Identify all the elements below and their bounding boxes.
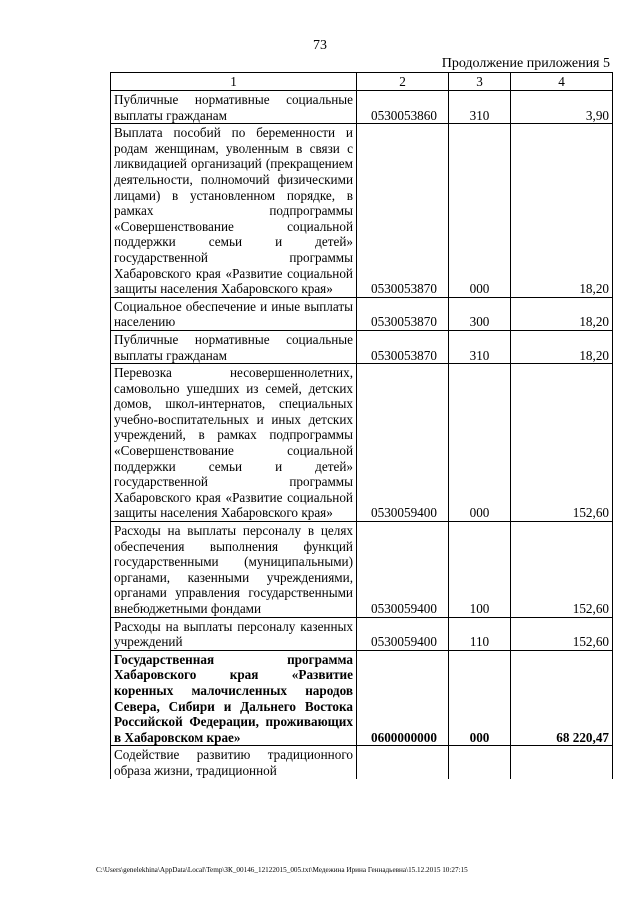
cell-name: Публичные нормативные социальные выплаты гражданам xyxy=(111,91,357,124)
cell-amount: 18,20 xyxy=(511,297,613,330)
table-row xyxy=(111,650,613,746)
cell-name: Расходы на выплаты персоналу казенных учреждений xyxy=(111,617,357,650)
cell-amount: 152,60 xyxy=(511,522,613,618)
cell-code: 0530053860 xyxy=(357,91,449,124)
table-body xyxy=(111,91,613,779)
cell-type: 110 xyxy=(449,617,511,650)
cell-type: 000 xyxy=(449,124,511,298)
cell-type xyxy=(449,746,511,779)
table-row xyxy=(111,91,613,124)
table-row xyxy=(111,617,613,650)
cell-type: 310 xyxy=(449,91,511,124)
table-header xyxy=(111,73,613,91)
header-row xyxy=(111,73,613,91)
cell-name: Перевозка несовершеннолетних, самовольно ушедших из семей, детских домов, школ-интернатов, специальных учебно-воспитательных и иных детских учреждений, в рамках подпрограммы «Совершенствование социальной поддержки семьи и детей» государственной программы Хабаровского края «Развитие социальной защиты населения Хабаровского края» xyxy=(111,364,357,522)
file-path-footer: C:\Users\genelekhina\AppData\Local\Temp\ЗК_00146_12122015_005.txt\Медежина Ирина Геннадьевна\15.12.2015 10:27:15 xyxy=(96,866,468,874)
table-row xyxy=(111,522,613,618)
cell-code: 0530053870 xyxy=(357,297,449,330)
cell-type: 000 xyxy=(449,364,511,522)
cell-type: 100 xyxy=(449,522,511,618)
cell-code: 0600000000 xyxy=(357,650,449,746)
cell-amount: 152,60 xyxy=(511,364,613,522)
cell-name: Социальное обеспечение и иные выплаты населению xyxy=(111,297,357,330)
table-row xyxy=(111,746,613,779)
cell-code: 0530059400 xyxy=(357,617,449,650)
cell-amount xyxy=(511,746,613,779)
cell-name: Содействие развитию традиционного образа жизни, традиционной xyxy=(111,746,357,779)
page-number: 73 xyxy=(313,38,327,53)
budget-table xyxy=(110,72,613,779)
cell-type: 000 xyxy=(449,650,511,746)
cell-type: 310 xyxy=(449,330,511,363)
cell-code xyxy=(357,746,449,779)
cell-amount: 18,20 xyxy=(511,330,613,363)
cell-code: 0530059400 xyxy=(357,364,449,522)
cell-name: Выплата пособий по беременности и родам женщинам, уволенным в связи с ликвидацией организаций (прекращением деятельности, полномочий физическими лицами) в установленном порядке, в рамках подпрограммы «Совершенствование социальной поддержки семьи и детей» государственной программы Хабаровского края «Развитие социальной защиты населения Хабаровского края» xyxy=(111,124,357,298)
cell-amount: 152,60 xyxy=(511,617,613,650)
table-row xyxy=(111,297,613,330)
table-row xyxy=(111,330,613,363)
table-row xyxy=(111,364,613,522)
cell-amount: 3,90 xyxy=(511,91,613,124)
cell-type: 300 xyxy=(449,297,511,330)
column-header-1: 1 xyxy=(111,73,357,91)
cell-name: Государственная программа Хабаровского края «Развитие коренных малочисленных народов Севера, Сибири и Дальнего Востока Российской Федерации, проживающих в Хабаровском крае» xyxy=(111,650,357,746)
cell-code: 0530059400 xyxy=(357,522,449,618)
cell-amount: 18,20 xyxy=(511,124,613,298)
cell-name: Публичные нормативные социальные выплаты гражданам xyxy=(111,330,357,363)
cell-name: Расходы на выплаты персоналу в целях обеспечения выполнения функций государственными (муниципальными) органами, казенными учреждениями, органами управления государственными внебюджетными фондами xyxy=(111,522,357,618)
cell-amount: 68 220,47 xyxy=(511,650,613,746)
column-header-4: 4 xyxy=(511,73,613,91)
column-header-3: 3 xyxy=(449,73,511,91)
column-header-2: 2 xyxy=(357,73,449,91)
cell-code: 0530053870 xyxy=(357,330,449,363)
continuation-note: Продолжение приложения 5 xyxy=(441,56,610,71)
table-row xyxy=(111,124,613,298)
cell-code: 0530053870 xyxy=(357,124,449,298)
